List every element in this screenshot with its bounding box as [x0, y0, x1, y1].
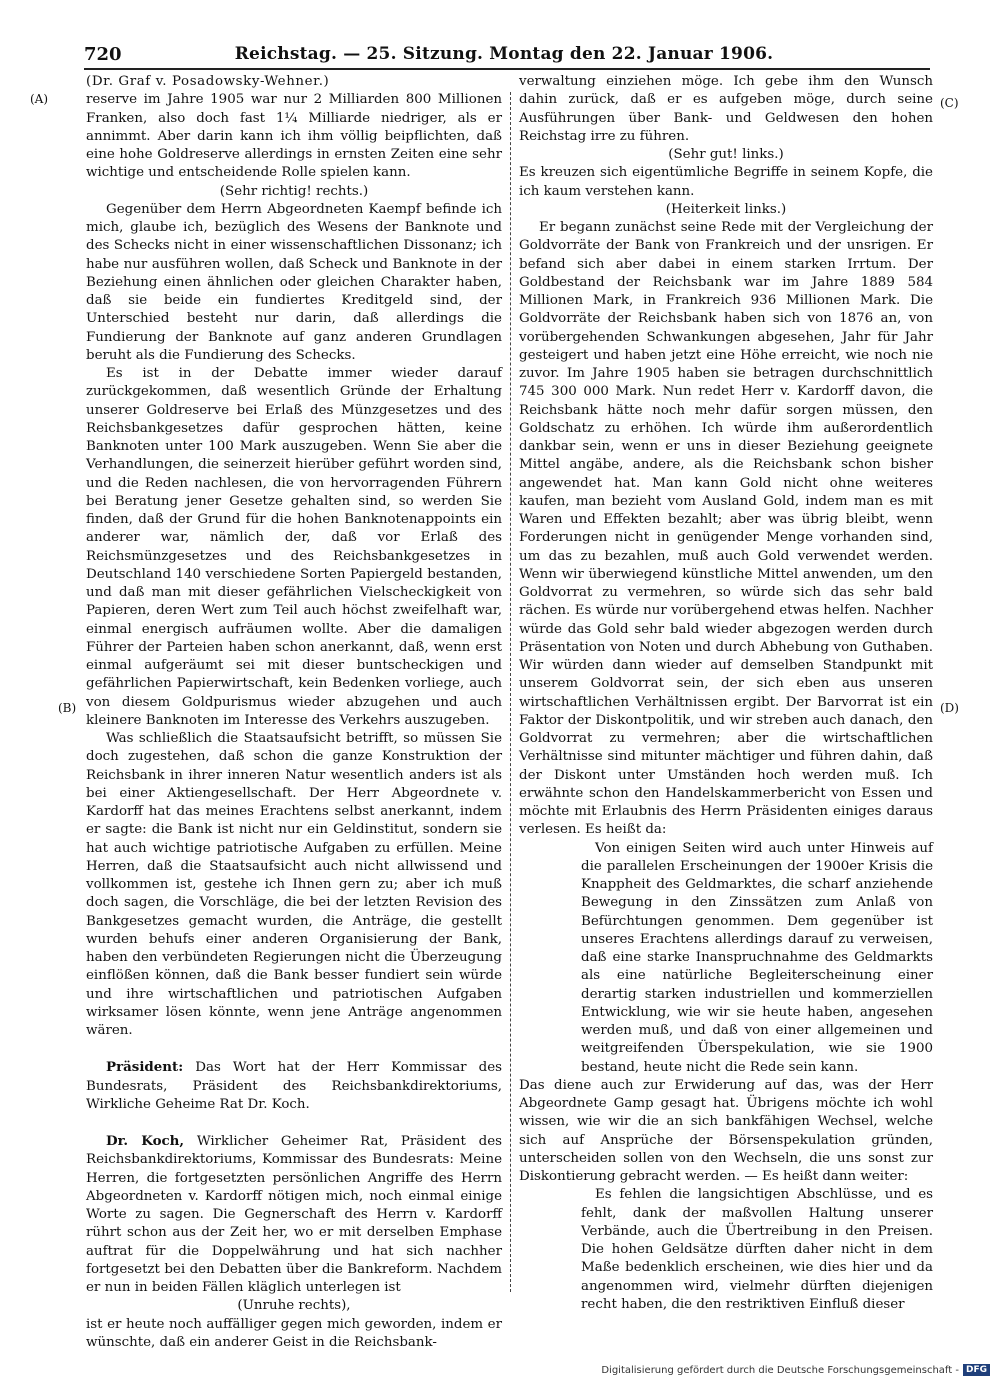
spacer — [86, 1114, 502, 1132]
margin-marker-a: (A) — [30, 92, 49, 106]
speaker-header: (Dr. Graf v. Posadowsky-Wehner.) — [86, 74, 330, 89]
koch-text: Wirklicher Geheimer Rat, Präsident des Reichsbankdirektoriums, Kommissar des Bundesrats: Meine Herren, die fortgesetzten persönlichen Angriffe des Herrn Abgeordneten v. Kardorff nötigen mich, noch einmal einige Worte zu sagen. Die Gegnerschaft des Herrn v. Kardorff rührt schon aus der Zeit her, wo er mit derselben Emphase auftrat für die Doppelwährung und hat sich nachher fortgesetzt bei den Debatten über die Bankreform. Nachdem er nun in beiden Fällen kläglich unterlegen ist — [86, 1134, 502, 1295]
paragraph: Er begann zunächst seine Rede mit der Vergleichung der Goldvorräte der Bank von Frankreich und der unsrigen. Er befand sich aber dabei in einem starken Irrtum. Der Goldbestand der Reichsbank war im Jahre 1889 584 Millionen Mark, in Frankreich 936 Millionen Mark. Die Goldvorräte der Reichsbank haben sich von 1876 an, von vorübergehenden Schwankungen abgesehen, Jahr für Jahr gesteigert und haben jetzt eine Höhe erreicht, wie noch nie zuvor. Im Jahre 1905 haben sie betragen durchschnittlich 745 300 000 Mark. Nun redet Herr v. Kardorff davon, die Reichsbank hätte noch mehr dafür sorgen müssen, den Goldschatz zu erhöhen. Ich würde ihm außerordentlich dankbar sein, wenn er uns in dieser Beziehung geeignete Mittel angäbe, andere, als die Reichsbank schon bisher angewendet hat. Man kann Gold nicht ohne weiteres kaufen, man bezieht vom Ausland Gold, indem man es mit Waren und Effekten bezahlt; aber was übrig bleibt, wenn Forderungen nicht in genügender Menge vorhanden sind, um das zu bezahlen, muß auch Gold verwendet werden. Wenn wir überwiegend künstliche Mittel anwenden, um den Goldvorrat zu vermehren, so würde sich das sehr bald rächen. Es würde nur vorübergehend etwas helfen. Nachher würde das Gold sehr bald wieder abgezogen werden durch Präsentation von Noten und durch Abhebung von Guthaben. Wir würden dann wieder auf demselben Standpunkt mit unserem Goldvorrat sein, der sich eben aus unseren wirtschaftlichen Verhältnissen ergibt. Der Barvorrat ist ein Faktor der Diskontpolitik, und wir streben auch danach, den Goldvorrat zu vermehren; aber die wirtschaftlichen Verhältnisse sind mitunter mächtiger und führen dahin, daß der Diskont unter Umständen hoch werden muß. Ich erwähnte schon den Handelskammerbericht von Essen und möchte mit Erlaubnis des Herrn Präsidenten einiges daraus verlesen. Es heißt da: — [519, 220, 933, 838]
paragraph: Was schließlich die Staatsaufsicht betrifft, so müssen Sie doch zugestehen, daß schon die ganze Konstruktion der Reichsbank in ihrer inneren Natur wesentlich anders ist als bei einer Aktiengesellschaft. Der Herr Abgeordnete v. Kardorff hat das meines Erachtens selbst anerkannt, indem er sagte: die Bank ist nicht nur ein Geldinstitut, sondern sie hat auch wichtige patriotische Aufgaben zu erfüllen. Meine Herren, daß die Staatsaufsicht auch nicht allwissend und vollkommen ist, gestehe ich Ihnen gern zu; aber ich muß doch sagen, die Vorschläge, die bei der letzten Revision des Bankgesetzes gemacht wurden, die Anträge, die gestellt wurden behufs einer anderen Organisierung der Bank, haben den verbündeten Regierungen nicht die Überzeugung einflößen können, daß die Bank besser fundiert sein würde und ihre wirtschaftlichen und patriotischen Aufgaben wirksamer lösen könnte, wenn jene Anträge angenommen wären. — [86, 731, 502, 1038]
column-divider — [510, 92, 511, 1292]
footer-credit-text: Digitalisierung gefördert durch die Deutsche Forschungsgemeinschaft - — [601, 1365, 959, 1376]
left-column — [86, 73, 503, 1350]
koch-label: Dr. Koch, — [106, 1133, 185, 1149]
paragraph: Das diene auch zur Erwiderung auf das, was der Herr Abgeordnete Gamp gesagt hat. Übrigens möchte ich wohl wissen, wie wir die an sich bankfähigen Wechsel, welche sich auf Ansprüche der Börsenspekulation gründen, unterscheiden sollen von den Wechseln, die uns sonst zur Diskontierung gebracht werden. — Es heißt dann weiter: — [519, 1077, 933, 1184]
interjection: (Heiterkeit links.) — [665, 201, 787, 217]
block-quote: Es fehlen die langsichtigen Abschlüsse, und es fehlt, dank der maßvollen Haltung unserer Verbände, auch die Übertreibung in den Preisen. Die hohen Geldsätze dürften daher nicht in dem Maße bedenklich erscheinen, wie dies hier und da angenommen wird, vielmehr dürften diejenigen recht haben, die den restriktiven Einfluß dieser — [581, 1187, 933, 1312]
interjection: (Unruhe rechts), — [237, 1298, 351, 1314]
running-title: Reichstag. — 25. Sitzung. Montag den 22. Januar 1906. — [234, 44, 774, 64]
margin-marker-c: (C) — [940, 96, 959, 110]
header-rule — [84, 68, 930, 70]
koch-statement — [86, 1132, 502, 1297]
paragraph: verwaltung einziehen möge. Ich gebe ihm den Wunsch dahin zurück, daß er es aufgeben möge, durch seine Ausführungen über Bank- und Geldwesen den hohen Reichstag irre zu führen. — [519, 74, 933, 144]
footer-credit — [600, 1364, 990, 1376]
paragraph: Es ist in der Debatte immer wieder darauf zurückgekommen, daß wesentlich Gründe der Erhaltung unserer Goldreserve bei Erlaß des Münzgesetzes und des Reichsbankgesetzes dafür gesprochen hätten, keine Banknoten unter 100 Mark auszugeben. Wenn Sie aber die Verhandlungen, die seinerzeit hierüber geführt worden sind, und die Reden nachlesen, die von hervorragenden Führern bei Beratung jener Gesetze gehalten sind, so werden Sie finden, daß der Grund für die hohen Banknotenappoints ein anderer war, nämlich der, daß vor Erlaß des Reichsmünzgesetzes und des Reichsbankgesetzes in Deutschland 140 verschiedene Sorten Papiergeld bestanden, und daß man mit dieser gefährlichen Vielscheckigkeit von Papieren, deren Wert zum Teil auch höchst zweifelhaft war, einmal energisch aufräumen wollte. Aber die damaligen Führer der Parteien haben schon anerkannt, daß, wenn erst einmal aufgeräumt sei mit dieser buntscheckigen und gefährlichen Papierwirtschaft, kein Bedenken vorliege, auch von diesem Goldpurismus wieder abzugehen und auch kleinere Banknoten im Interesse des Verkehrs auszugeben. — [86, 366, 502, 728]
paragraph: Es kreuzen sich eigentümliche Begriffe in seinem Kopfe, die ich kaum verstehen kann. — [519, 165, 933, 199]
page-number: 720 — [84, 44, 122, 65]
president-text: Das Wort hat der Herr Kommissar des Bundesrats, Präsident des Reichsbankdirektoriums, Wirkliche Geheime Rat Dr. Koch. — [86, 1060, 503, 1112]
page-header — [84, 44, 924, 68]
president-label: Präsident: — [106, 1059, 184, 1076]
block-quote: Von einigen Seiten wird auch unter Hinweis auf die parallelen Erscheinungen der 1900er Krisis die Knappheit des Geldmarktes, die scharf anziehende Bewegung in den Zinssätzen zum Anlaß von Befürchtungen genommen. Dem gegenüber ist unseres Erachtens allerdings darauf zu verweisen, daß eine starke Inanspruchnahme des Geldmarkts als eine natürliche Begleiterscheinung einer derartig starken industriellen und kommerziellen Entwicklung, wie wir sie heute haben, angesehen werden muß, und daß von einer allgemeinen und weitgreifenden Überspekulation, wie sie 1900 bestand, heute nicht die Rede sein kann. — [581, 840, 933, 1075]
interjection: (Sehr gut! links.) — [668, 147, 784, 162]
president-statement — [86, 1058, 502, 1114]
interjection: (Sehr richtig! rechts.) — [219, 183, 369, 199]
margin-marker-d: (D) — [940, 701, 959, 715]
margin-marker-b: (B) — [58, 701, 77, 715]
right-column — [519, 73, 933, 1312]
paragraph: reserve im Jahre 1905 war nur 2 Milliarden 800 Millionen Franken, also doch fast 1¼ Milliarde niedriger, als er annimmt. Aber darin kann ich ihm völlig beipflichten, daß eine hohe Goldreserve allerdings in ernsten Zeiten eine sehr wichtige und entscheidende Rolle spielen kann. — [86, 92, 502, 181]
spacer — [86, 1040, 502, 1058]
paragraph: ist er heute noch auffälliger gegen mich geworden, indem er wünschte, daß ein anderer Geist in die Reichsbank- — [86, 1316, 502, 1350]
dfg-logo: DFG — [963, 1364, 990, 1376]
paragraph: Gegenüber dem Herrn Abgeordneten Kaempf befinde ich mich, glaube ich, bezüglich des Wesens der Banknote und des Schecks nicht in einer wissenschaftlichen Dissonanz; ich habe nur ausführen wollen, daß Scheck und Banknote in der Beziehung einen ähnlichen oder gleichen Charakter haben, daß sie beide ein fundiertes Kreditgeld sind, der Unterschied besteht nur darin, daß allerdings die Fundierung der Banknote auf ganz anderen Grundlagen beruht als die Fundierung des Schecks. — [86, 201, 502, 363]
